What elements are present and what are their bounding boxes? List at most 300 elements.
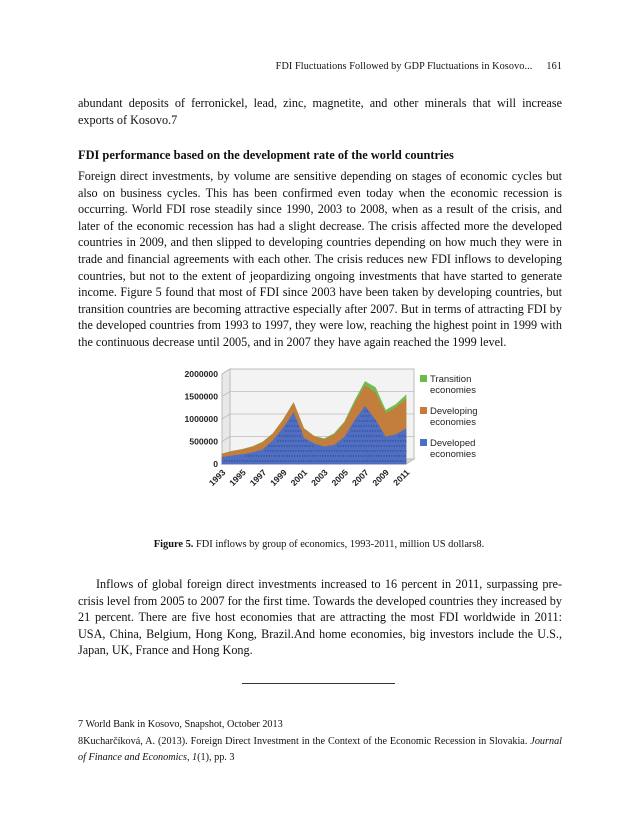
area-texture-dot: [371, 425, 372, 426]
area-texture-dot: [292, 445, 293, 446]
area-texture-dot: [361, 435, 362, 436]
area-texture-dot: [362, 460, 363, 461]
figure-5: [160, 362, 480, 522]
area-texture-dot: [363, 455, 364, 456]
area-texture-dot: [313, 450, 314, 451]
area-texture-dot: [366, 445, 367, 446]
area-texture-dot: [376, 455, 377, 456]
area-texture-dot: [284, 455, 285, 456]
area-texture-dot: [317, 455, 318, 456]
area-texture-dot: [295, 450, 296, 451]
area-texture-dot: [290, 420, 291, 421]
x-tick-label: 2011: [391, 467, 412, 488]
area-texture-dot: [253, 455, 254, 456]
area-texture-dot: [361, 455, 362, 456]
area-texture-dot: [397, 460, 398, 461]
area-texture-dot: [279, 435, 280, 436]
area-texture-dot: [289, 445, 290, 446]
area-texture-dot: [359, 440, 360, 441]
area-texture-dot: [274, 445, 275, 446]
area-texture-dot: [259, 460, 260, 461]
area-texture-dot: [287, 430, 288, 431]
area-texture-dot: [353, 435, 354, 436]
area-texture-dot: [281, 445, 282, 446]
area-texture-dot: [241, 460, 242, 461]
area-texture-dot: [303, 450, 304, 451]
area-texture-dot: [361, 425, 362, 426]
area-texture-dot: [400, 460, 401, 461]
footnote-8-sep: ,: [186, 752, 193, 763]
area-texture-dot: [353, 425, 354, 426]
area-texture-dot: [376, 425, 377, 426]
area-texture-dot: [364, 460, 365, 461]
area-texture-dot: [382, 450, 383, 451]
area-texture-dot: [397, 440, 398, 441]
area-texture-dot: [359, 420, 360, 421]
area-texture-dot: [244, 460, 245, 461]
area-texture-dot: [295, 420, 296, 421]
area-texture-dot: [379, 450, 380, 451]
area-texture-dot: [405, 460, 406, 461]
area-texture-dot: [289, 425, 290, 426]
area-texture-dot: [287, 440, 288, 441]
area-texture-dot: [270, 460, 271, 461]
area-texture-dot: [327, 455, 328, 456]
area-texture-dot: [369, 450, 370, 451]
area-texture-dot: [284, 445, 285, 446]
area-texture-dot: [351, 440, 352, 441]
x-tick-label: 1999: [268, 467, 289, 488]
area-texture-dot: [321, 460, 322, 461]
area-texture-dot: [332, 455, 333, 456]
area-texture-dot: [335, 455, 336, 456]
area-texture-dot: [387, 460, 388, 461]
area-texture-dot: [374, 420, 375, 421]
area-texture-dot: [401, 435, 402, 436]
area-texture-dot: [289, 455, 290, 456]
area-texture-dot: [292, 425, 293, 426]
area-texture-dot: [300, 440, 301, 441]
area-texture-dot: [282, 460, 283, 461]
area-texture-dot: [246, 455, 247, 456]
area-texture-dot: [362, 440, 363, 441]
area-texture-dot: [369, 430, 370, 431]
area-texture-dot: [287, 460, 288, 461]
area-texture-dot: [354, 450, 355, 451]
area-texture-dot: [385, 450, 386, 451]
area-texture-dot: [290, 430, 291, 431]
area-texture-dot: [359, 460, 360, 461]
area-texture-dot: [270, 450, 271, 451]
area-texture-dot: [308, 450, 309, 451]
area-texture-dot: [341, 460, 342, 461]
area-texture-dot: [285, 450, 286, 451]
area-texture-dot: [343, 445, 344, 446]
area-texture-dot: [344, 460, 345, 461]
area-texture-dot: [343, 455, 344, 456]
area-texture-dot: [279, 455, 280, 456]
area-texture-dot: [328, 460, 329, 461]
area-texture-dot: [309, 445, 310, 446]
area-texture-dot: [282, 450, 283, 451]
area-texture-dot: [373, 425, 374, 426]
area-texture-dot: [276, 455, 277, 456]
area-texture-dot: [399, 455, 400, 456]
area-texture-dot: [364, 450, 365, 451]
area-texture-dot: [402, 460, 403, 461]
area-texture-dot: [264, 450, 265, 451]
x-tick-label: 2001: [288, 467, 310, 488]
figure-caption: [0, 539, 638, 550]
area-texture-dot: [392, 440, 393, 441]
area-texture-dot: [267, 460, 268, 461]
area-texture-dot: [349, 450, 350, 451]
area-texture-dot: [289, 435, 290, 436]
area-texture-dot: [372, 450, 373, 451]
area-texture-dot: [358, 445, 359, 446]
area-texture-dot: [382, 460, 383, 461]
footnote-7: 7 World Bank in Kosovo, Snapshot, October 2013: [78, 719, 283, 730]
area-texture-dot: [368, 435, 369, 436]
area-texture-dot: [371, 455, 372, 456]
fdi-area-chart: [160, 362, 480, 522]
x-tick-label: 1995: [227, 467, 248, 488]
area-texture-dot: [377, 440, 378, 441]
area-texture-dot: [285, 440, 286, 441]
area-texture-dot: [277, 460, 278, 461]
area-texture-dot: [379, 460, 380, 461]
area-texture-dot: [395, 460, 396, 461]
body-paragraph: Foreign direct investments, by volume are sensitive depending on stages of economic cycles but also on business cycles. This has been confirmed even today when the economic recession is occurring. World FDI rose steadily since 1990, 2003 to 2008, when as a result of the crisis, and later of the economic recession has had a slight decrease. The crisis affected more the developed countries in 2009, and then slipped to developing countries depending on how much they were in trade and financial agreements with each other. The crisis reduces new FDI inflows to developing countries, but not to the extent of jeopardizing ongoing investments that have started to generate income. Figure 5 found that most of FDI since 2003 have been taken by developing countries, but transition countries are becoming attractive especially after 2007. But in terms of attracting FDI by the developed countries from 1993 to 1997, they were low, reaching the highest point in 1999 with the continuous decrease until 2005, and in 2007 they have again reached the 1999 level.: [78, 169, 562, 349]
page-number: 161: [546, 61, 562, 72]
area-texture-dot: [366, 435, 367, 436]
area-texture-dot: [286, 425, 287, 426]
area-texture-dot: [394, 445, 395, 446]
area-texture-dot: [307, 445, 308, 446]
area-texture-dot: [346, 450, 347, 451]
area-texture-dot: [323, 460, 324, 461]
area-texture-dot: [399, 435, 400, 436]
area-texture-dot: [372, 460, 373, 461]
area-texture-dot: [405, 450, 406, 451]
area-texture-dot: [341, 450, 342, 451]
area-texture-dot: [346, 460, 347, 461]
legend-label-developing-economies-2: economies: [430, 417, 476, 428]
area-texture-dot: [391, 445, 392, 446]
area-texture-dot: [340, 455, 341, 456]
x-tick-label: 1993: [206, 467, 228, 488]
area-texture-dot: [252, 460, 253, 461]
area-texture-dot: [404, 455, 405, 456]
area-texture-dot: [293, 430, 294, 431]
area-texture-dot: [333, 460, 334, 461]
area-texture-dot: [367, 460, 368, 461]
area-texture-dot: [402, 450, 403, 451]
area-texture-dot: [405, 440, 406, 441]
area-texture-dot: [366, 425, 367, 426]
area-texture-dot: [354, 430, 355, 431]
area-texture-dot: [386, 455, 387, 456]
area-texture-dot: [263, 455, 264, 456]
area-texture-dot: [257, 460, 258, 461]
area-texture-dot: [298, 460, 299, 461]
area-texture-dot: [392, 450, 393, 451]
area-texture-dot: [379, 430, 380, 431]
area-texture-dot: [297, 445, 298, 446]
area-texture-dot: [271, 445, 272, 446]
area-texture-dot: [292, 455, 293, 456]
area-texture-dot: [362, 430, 363, 431]
area-texture-dot: [381, 455, 382, 456]
area-texture-dot: [385, 460, 386, 461]
area-texture-dot: [277, 450, 278, 451]
area-texture-dot: [354, 460, 355, 461]
area-texture-dot: [367, 450, 368, 451]
area-texture-dot: [404, 445, 405, 446]
area-texture-dot: [369, 420, 370, 421]
area-texture-dot: [348, 455, 349, 456]
area-texture-dot: [316, 450, 317, 451]
area-texture-dot: [390, 440, 391, 441]
area-texture-dot: [374, 460, 375, 461]
footnote-8-journal: Journal of Finance and Economics: [78, 736, 562, 763]
area-texture-dot: [345, 455, 346, 456]
area-texture-dot: [310, 450, 311, 451]
area-texture-dot: [299, 435, 300, 436]
area-texture-dot: [363, 435, 364, 436]
legend-label-transition-economies-2: economies: [430, 385, 476, 396]
area-texture-dot: [400, 440, 401, 441]
area-texture-dot: [387, 440, 388, 441]
area-texture-dot: [300, 430, 301, 431]
area-texture-dot: [397, 450, 398, 451]
area-texture-dot: [359, 450, 360, 451]
area-texture-dot: [312, 455, 313, 456]
area-texture-dot: [318, 460, 319, 461]
area-texture-dot: [367, 440, 368, 441]
area-texture-dot: [320, 455, 321, 456]
area-texture-dot: [356, 460, 357, 461]
area-texture-dot: [285, 460, 286, 461]
area-texture-dot: [297, 435, 298, 436]
figure-label: Figure 5.: [153, 539, 194, 550]
area-texture-dot: [307, 455, 308, 456]
area-texture-dot: [290, 440, 291, 441]
area-texture-dot: [305, 460, 306, 461]
area-texture-dot: [303, 440, 304, 441]
area-texture-dot: [309, 455, 310, 456]
area-texture-dot: [293, 440, 294, 441]
area-texture-dot: [391, 455, 392, 456]
legend-label-developing-economies: Developing: [430, 406, 478, 417]
second-paragraph: Inflows of global foreign direct investments increased to 16 percent in 2011, surpassing pre-crisis level from 2005 to 2007 for the first time. Towards the developed countries they increased by 21 percent. There are five host economies that are attracting the most FDI worldwide in 2011: USA, China, Belgium, Hong Kong, Brazil.And home economies, big investors include the U.S., Japan, UK, France and Hong Kong.: [78, 577, 562, 658]
area-texture-dot: [226, 460, 227, 461]
area-texture-dot: [231, 460, 232, 461]
area-texture-dot: [373, 445, 374, 446]
y-tick-label: 2000000: [184, 369, 218, 379]
area-texture-dot: [366, 415, 367, 416]
area-texture-dot: [401, 445, 402, 446]
area-texture-dot: [274, 455, 275, 456]
area-texture-dot: [363, 415, 364, 416]
area-texture-dot: [371, 445, 372, 446]
area-texture-dot: [374, 430, 375, 431]
area-texture-dot: [368, 455, 369, 456]
y-tick-label: 1500000: [184, 391, 218, 402]
area-texture-dot: [372, 430, 373, 431]
legend-label-transition-economies: Transition: [430, 374, 472, 385]
area-texture-dot: [384, 455, 385, 456]
area-texture-dot: [361, 415, 362, 416]
area-texture-dot: [364, 410, 365, 411]
area-texture-dot: [344, 450, 345, 451]
area-texture-dot: [399, 445, 400, 446]
area-texture-dot: [395, 450, 396, 451]
area-texture-dot: [280, 460, 281, 461]
area-texture-dot: [295, 460, 296, 461]
area-texture-dot: [339, 450, 340, 451]
area-texture-dot: [377, 460, 378, 461]
area-texture-dot: [269, 445, 270, 446]
area-texture-dot: [369, 440, 370, 441]
area-texture-dot: [390, 460, 391, 461]
area-texture-dot: [336, 450, 337, 451]
area-texture-dot: [350, 435, 351, 436]
area-texture-dot: [275, 460, 276, 461]
footnote-divider: [242, 683, 395, 684]
running-header: [0, 61, 562, 72]
area-texture-dot: [350, 455, 351, 456]
area-texture-dot: [294, 435, 295, 436]
area-texture-dot: [302, 455, 303, 456]
area-texture-dot: [389, 445, 390, 446]
area-texture-dot: [330, 455, 331, 456]
area-texture-dot: [297, 455, 298, 456]
area-texture-dot: [300, 450, 301, 451]
area-texture-dot: [295, 440, 296, 441]
legend-label-developed-economies: Developed: [430, 438, 476, 449]
area-texture-dot: [323, 450, 324, 451]
area-texture-dot: [277, 440, 278, 441]
area-texture-dot: [304, 455, 305, 456]
area-texture-dot: [293, 450, 294, 451]
area-texture-dot: [374, 440, 375, 441]
area-texture-dot: [356, 440, 357, 441]
area-texture-dot: [362, 450, 363, 451]
area-texture-dot: [384, 445, 385, 446]
area-texture-dot: [371, 435, 372, 436]
area-texture-dot: [372, 420, 373, 421]
area-texture-dot: [325, 455, 326, 456]
area-texture-dot: [369, 460, 370, 461]
legend-swatch-developed-economies: [420, 439, 427, 446]
area-texture-dot: [355, 425, 356, 426]
area-texture-dot: [264, 460, 265, 461]
area-texture-dot: [340, 445, 341, 446]
area-texture-dot: [284, 435, 285, 436]
area-texture-dot: [293, 460, 294, 461]
area-texture-dot: [261, 455, 262, 456]
area-texture-dot: [305, 450, 306, 451]
x-tick-label: 2009: [370, 467, 391, 488]
intro-text: abundant deposits of ferronickel, lead, zinc, magnetite, and other minerals that will increase exports of Kosovo.7: [78, 96, 562, 127]
area-texture-dot: [326, 450, 327, 451]
area-texture-dot: [358, 425, 359, 426]
area-texture-dot: [364, 430, 365, 431]
y-tick-label: 1000000: [184, 414, 218, 424]
area-texture-dot: [348, 435, 349, 436]
area-texture-dot: [367, 430, 368, 431]
area-texture-dot: [304, 445, 305, 446]
area-texture-dot: [355, 445, 356, 446]
area-texture-dot: [293, 420, 294, 421]
area-texture-dot: [389, 455, 390, 456]
area-texture-dot: [305, 440, 306, 441]
y-tick-label: 0: [213, 459, 218, 469]
area-texture-dot: [394, 455, 395, 456]
area-texture-dot: [396, 455, 397, 456]
area-texture-dot: [281, 435, 282, 436]
area-texture-dot: [294, 425, 295, 426]
area-texture-dot: [298, 440, 299, 441]
x-tick-label: 2003: [309, 467, 330, 488]
area-texture-dot: [378, 435, 379, 436]
figure-caption-text: FDI inflows by group of economics, 1993-2011, million US dollars8.: [193, 539, 485, 550]
y-tick-label: 500000: [189, 436, 218, 447]
area-texture-dot: [339, 460, 340, 461]
area-texture-dot: [377, 450, 378, 451]
area-texture-dot: [281, 455, 282, 456]
area-texture-dot: [346, 440, 347, 441]
area-texture-dot: [374, 450, 375, 451]
area-texture-dot: [338, 455, 339, 456]
area-texture-dot: [355, 435, 356, 436]
area-texture-dot: [336, 460, 337, 461]
area-texture-dot: [310, 460, 311, 461]
area-texture-dot: [229, 460, 230, 461]
area-texture-dot: [308, 460, 309, 461]
footnote-8-pages: (1), pp. 3: [197, 752, 235, 763]
legend-swatch-developing-economies: [420, 407, 427, 414]
area-texture-dot: [224, 460, 225, 461]
area-texture-dot: [379, 440, 380, 441]
area-texture-dot: [392, 460, 393, 461]
area-texture-dot: [376, 435, 377, 436]
area-texture-dot: [400, 450, 401, 451]
area-texture-dot: [290, 450, 291, 451]
area-texture-dot: [262, 460, 263, 461]
area-texture-dot: [373, 455, 374, 456]
area-texture-dot: [286, 445, 287, 446]
area-texture-dot: [279, 445, 280, 446]
area-texture-dot: [368, 415, 369, 416]
area-texture-dot: [358, 455, 359, 456]
area-texture-dot: [382, 440, 383, 441]
area-texture-dot: [294, 455, 295, 456]
area-texture-dot: [338, 445, 339, 446]
area-texture-dot: [348, 445, 349, 446]
area-texture-dot: [385, 440, 386, 441]
area-texture-dot: [363, 425, 364, 426]
area-texture-dot: [377, 430, 378, 431]
area-texture-dot: [331, 450, 332, 451]
area-texture-dot: [345, 445, 346, 446]
area-texture-dot: [328, 450, 329, 451]
legend-swatch-transition-economies: [420, 375, 427, 382]
area-texture-dot: [248, 455, 249, 456]
area-texture-dot: [326, 460, 327, 461]
area-texture-dot: [297, 425, 298, 426]
